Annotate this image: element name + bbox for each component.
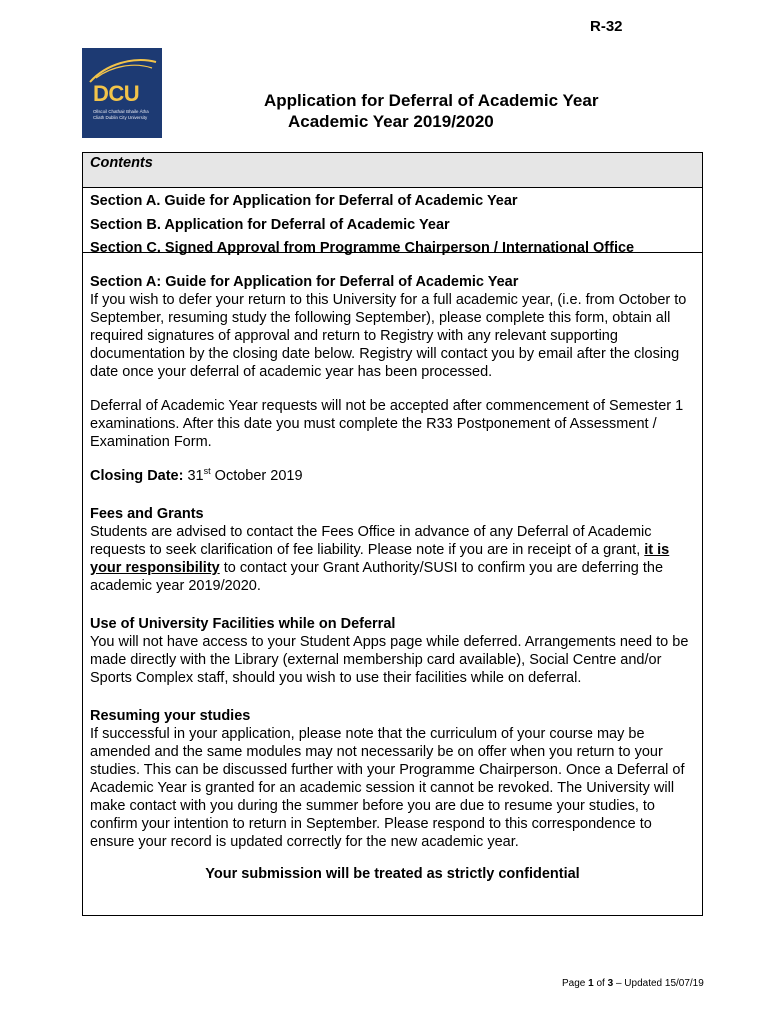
section-a <box>83 253 702 883</box>
closing-date-rest: October 2019 <box>214 468 303 484</box>
section-a-para-1: If you wish to defer your return to this University for a full academic year, (i.e. from October to September, resuming study the following September), please complete this form, obtain all required signatures of approval and return to Registry with any relevant supporting documentation by the closing date below. Registry will contact you by email after the closing date once your deferral of academic year has been processed. <box>90 292 687 380</box>
closing-date-label: Closing Date: <box>90 468 184 484</box>
closing-date-day: 31 <box>187 468 204 484</box>
toc-item-c: Section C. Signed Approval from Programme Chairperson / International Office <box>90 240 635 256</box>
section-a-para-2: Deferral of Academic Year requests will not be accepted after commencement of Semester 1 examinations. After this date you must complete the R33 Postponement of Assessment / Examination Form. <box>90 398 684 450</box>
footer-page-num: 1 <box>588 978 594 989</box>
footer-updated: – Updated 15/07/19 <box>615 978 704 989</box>
section-a-heading: Section A: Guide for Application for Deferral of Academic Year <box>90 274 519 290</box>
fees-text-2: to contact your Grant Authority/SUSI to confirm you are deferring the academic year 2019/2020. <box>90 560 664 594</box>
facilities-text: You will not have access to your Student Apps page while deferred. Arrangements need to be made directly with the Library (external membership card available), Social Centre and/or Sports Complex staff, should you wish to use their facilities while on deferral. <box>90 634 689 686</box>
document-title <box>264 90 624 132</box>
title-line-2: Academic Year 2019/2020 <box>288 112 494 131</box>
table-of-contents <box>83 188 702 256</box>
form-code: R-32 <box>590 18 623 35</box>
fees-text-1: Students are advised to contact the Fees Office in advance of any Deferral of Academic requests to seek clarification of fee liability. Please note if you are in receipt of a grant, <box>90 524 652 558</box>
toc-item-b: Section B. Application for Deferral of Academic Year <box>90 216 450 233</box>
logo-subtext: Ollscoil Chathair Bhaile Átha Cliath Dublin City University <box>93 109 149 120</box>
toc-item-a: Section A. Guide for Application for Deferral of Academic Year <box>90 193 518 209</box>
footer-of-word: of <box>596 978 605 989</box>
contents-heading: Contents <box>83 153 702 188</box>
logo-text: DCU <box>93 81 140 106</box>
resuming-heading: Resuming your studies <box>90 708 251 724</box>
closing-date-suffix: st <box>203 466 211 476</box>
fees-heading: Fees and Grants <box>90 506 204 522</box>
resuming-text: If successful in your application, please note that the curriculum of your course may be amended and the same modules may not necessarily be on offer when you return to your studies. This can be discussed further with your Programme Chairperson. Once a Deferral of Academic Year is granted for an academic session it cannot be revoked. The University will make contact with you during the summer before you are due to resume your studies, to confirm your intention to return in September. Please respond to this correspondence to ensure your record is updated correctly for the new academic year. <box>90 726 685 850</box>
fees-text <box>90 523 695 595</box>
page-footer <box>562 978 704 989</box>
fees-emphasis: it is your responsibility <box>90 542 670 576</box>
form-box <box>82 152 703 916</box>
facilities-heading: Use of University Facilities while on Deferral <box>90 616 396 632</box>
footer-page-total: 3 <box>607 978 614 989</box>
title-line-1: Application for Deferral of Academic Year <box>264 91 599 110</box>
confidential-note: Your submission will be treated as strictly confidential <box>205 866 580 882</box>
footer-page-word: Page <box>562 978 586 989</box>
closing-date <box>90 467 695 485</box>
dcu-logo <box>82 48 162 138</box>
